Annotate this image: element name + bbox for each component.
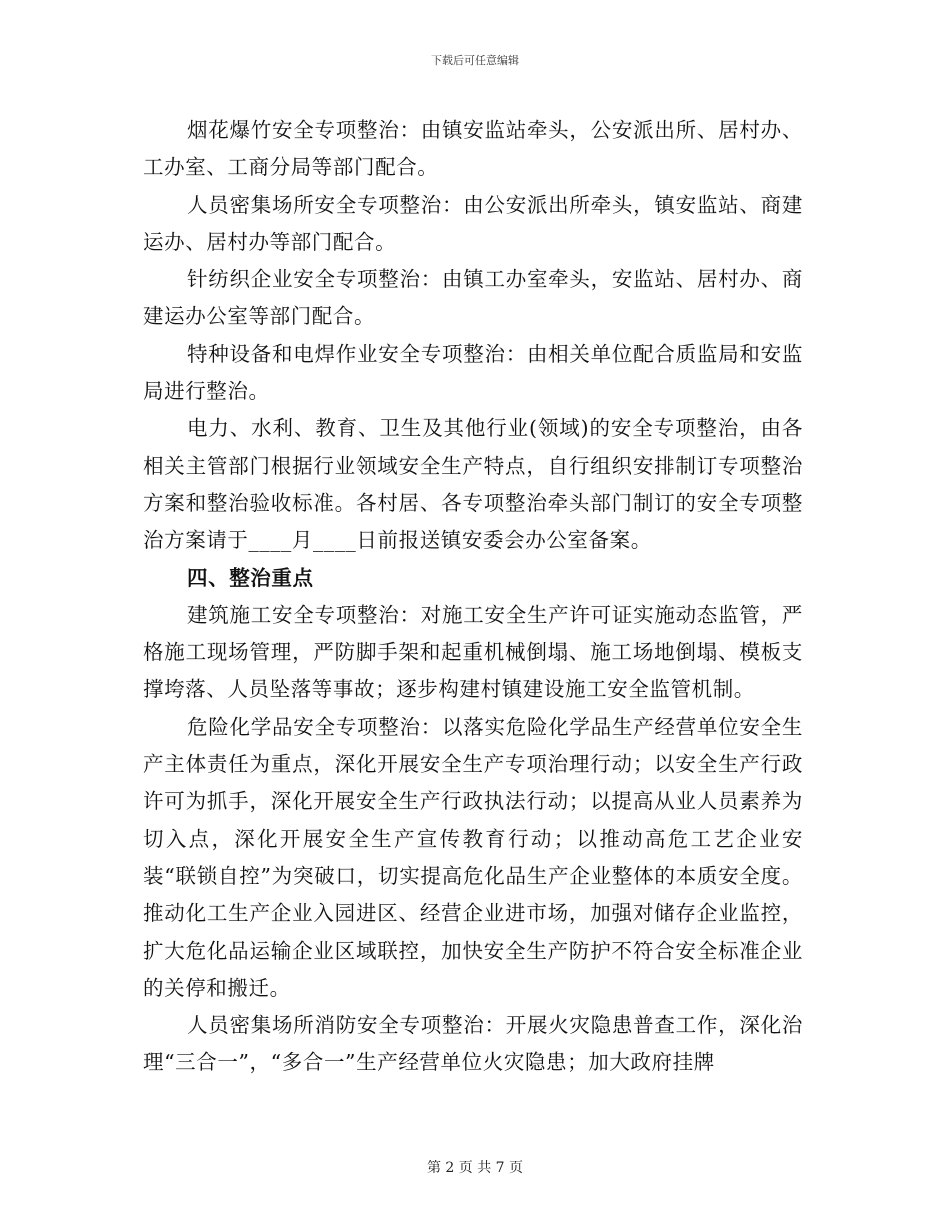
section-heading: 四、整治重点 [187, 565, 314, 590]
paragraph-other-industries: 电力、水利、教育、卫生及其他行业(领域)的安全专项整治，由各相关主管部门根据行业领域安全生产特点，自行组织安排制订专项整治方案和整治验收标准。各村居、各专项整治牵头部门制订的安全专项整治方案请于____月____日前报送镇安委会办公室备案。 [143, 416, 803, 553]
header-note: 下载后可任意编辑 [431, 54, 519, 67]
paragraph-hazardous-chemicals: 危险化学品安全专项整治：以落实危险化学品生产经营单位安全生产主体责任为重点，深化开展安全生产专项治理行动；以安全生产行政许可为抓手，深化开展安全生产行政执法行动；以提高从业人员素养为切入点，深化开展安全生产宣传教育行动；以推动高危工艺企业安装“联锁自控”为突破口，切实提高危化品生产企业整体的本质安全度。推动化工生产企业入园进区、经营企业进市场，加强对储存企业监控，扩大危化品运输企业区域联控，加快安全生产防护不符合安全标准企业的关停和搬迁。 [143, 714, 803, 1000]
paragraph-fireworks: 烟花爆竹安全专项整治：由镇安监站牵头，公安派出所、居村办、工办室、工商分局等部门配合。 [143, 118, 803, 180]
document-body [143, 112, 803, 1082]
paragraph-fire-safety: 人员密集场所消防安全专项整治：开展火灾隐患普查工作，深化治理“三合一”，“多合一”生产经营单位火灾隐患；加大政府挂牌 [143, 1013, 803, 1075]
page-footer: 第 2 页 共 7 页 [426, 1160, 524, 1176]
paragraph-crowded-places: 人员密集场所安全专项整治：由公安派出所牵头，镇安监站、商建运办、居村办等部门配合。 [143, 192, 803, 254]
paragraph-construction: 建筑施工安全专项整治：对施工安全生产许可证实施动态监管，严格施工现场管理，严防脚手架和起重机械倒塌、施工场地倒塌、模板支撑垮落、人员坠落等事故；逐步构建村镇建设施工安全监管机制。 [143, 602, 803, 702]
paragraph-special-equipment: 特种设备和电焊作业安全专项整治：由相关单位配合质监局和安监局进行整治。 [143, 341, 803, 404]
paragraph-textile: 针纺织企业安全专项整治：由镇工办室牵头，安监站、居村办、商建运办公室等部门配合。 [143, 267, 803, 329]
